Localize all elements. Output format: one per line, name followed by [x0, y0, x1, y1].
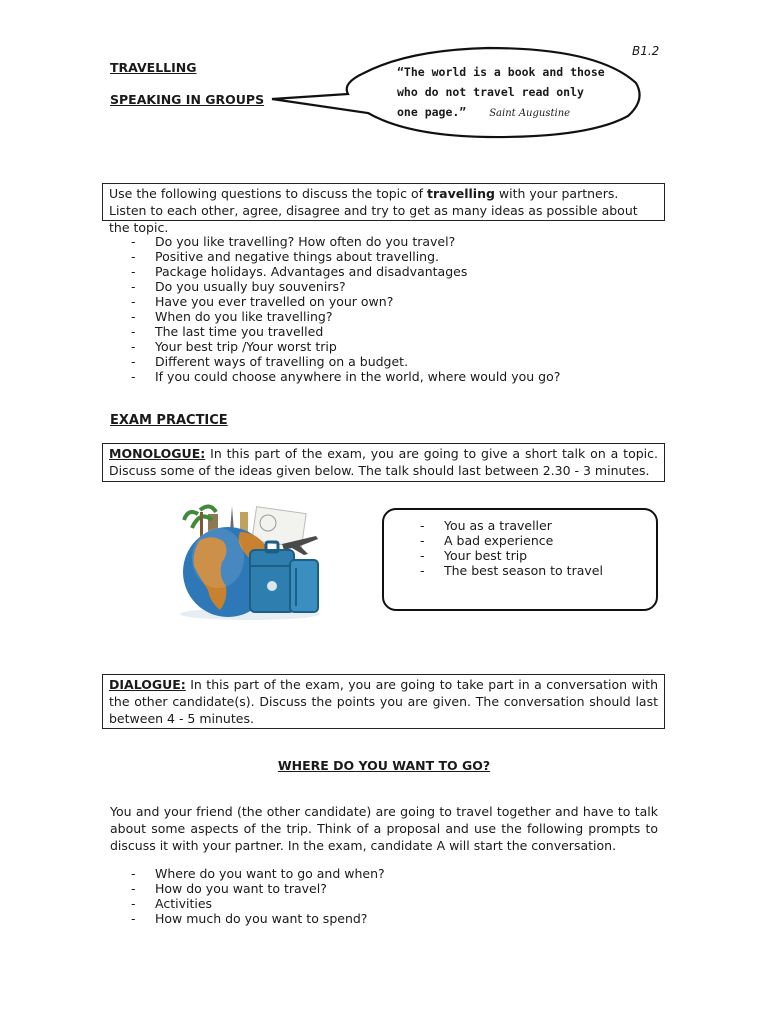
dialogue-label: DIALOGUE: [109, 677, 186, 692]
monologue-box [102, 443, 665, 482]
dialogue-box [102, 674, 665, 729]
list-item: - If you could choose anywhere in the world, where would you go? [131, 369, 561, 384]
monologue-label: MONOLOGUE: [109, 446, 206, 461]
list-item: - You as a traveller [420, 518, 552, 533]
intro-box [102, 183, 665, 235]
list-item: - Activities [131, 896, 213, 911]
list-item: - The best season to travel [420, 563, 603, 578]
list-item: - Do you like travelling? How often do you travel? [131, 234, 456, 249]
list-item: - Your best trip [420, 548, 528, 563]
monologue-points-list [420, 518, 603, 578]
list-item: - A bad experience [420, 533, 554, 548]
list-item: - The last time you travelled [131, 324, 324, 339]
quote-author: Saint Augustine [489, 108, 571, 119]
list-item: - Where do you want to go and when? [131, 866, 385, 881]
where-heading: WHERE DO YOU WANT TO GO? [277, 758, 491, 773]
exam-heading: EXAM PRACTICE [110, 413, 228, 428]
intro-text-after: with your partners. Listen to each other, agree, disagree and try to get as many ideas as possible about the topic. [109, 186, 638, 235]
list-item: - When do you like travelling? [131, 309, 333, 324]
list-item: - How much do you want to spend? [131, 911, 368, 926]
questions-list [131, 234, 560, 384]
list-item: - Different ways of travelling on a budget. [131, 354, 409, 369]
intro-text-before: Use the following questions to discuss the topic of [109, 186, 428, 201]
intro-bold-word: travelling [427, 186, 495, 201]
dialogue-text: In this part of the exam, you are going to take part in a conversation with the other candidate(s). Discuss the points you are given. The conversation should last between 4 - 5 minutes. [109, 677, 658, 726]
list-item: - Your best trip /Your worst trip [131, 339, 337, 354]
list-item: - Positive and negative things about travelling. [131, 249, 440, 264]
where-prompts-list [131, 866, 385, 926]
list-item: - Have you ever travelled on your own? [131, 294, 394, 309]
page-subtitle: SPEAKING IN GROUPS [110, 92, 265, 107]
list-item: - How do you want to travel? [131, 881, 327, 896]
quote [397, 62, 607, 124]
page-title: TRAVELLING [110, 60, 197, 75]
travel-globe-suitcase-icon [170, 490, 330, 622]
level-label: B1.2 [632, 44, 660, 58]
where-paragraph: You and your friend (the other candidate) are going to travel together and have to talk about some aspects of the trip. Think of a proposal and use the following prompts to discuss it with your partner. In the exam, candidate A will start the conversation. [110, 804, 658, 853]
monologue-text: In this part of the exam, you are going to give a short talk on a topic. Discuss some of the ideas given below. The talk should last between 2.30 - 3 minutes. [109, 446, 658, 478]
list-item: - Package holidays. Advantages and disadvantages [131, 264, 468, 279]
quote-text: “The world is a book and those who do not travel read only one page.” [397, 65, 605, 119]
list-item: - Do you usually buy souvenirs? [131, 279, 346, 294]
